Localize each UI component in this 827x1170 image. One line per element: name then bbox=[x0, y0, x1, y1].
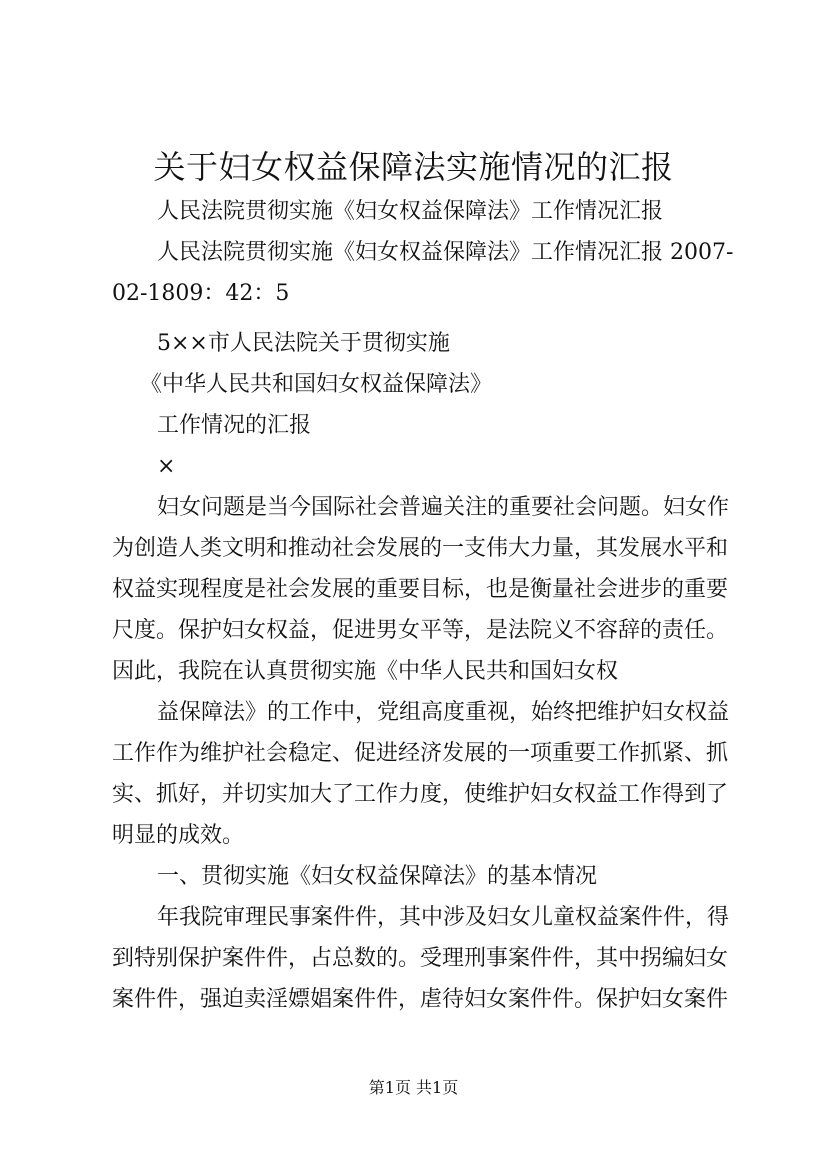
body-line: 明显的成效。 bbox=[112, 823, 245, 848]
document-title: 关于妇女权益保障法实施情况的汇报 bbox=[153, 148, 674, 186]
body-line: 案件件，强迫卖淫嫖娼案件件，虐待妇女案件件。保护妇女案件 bbox=[112, 987, 729, 1012]
body-line: 一、贯彻实施《妇女权益保障法》的基本情况 bbox=[157, 864, 598, 889]
body-line: × bbox=[157, 454, 176, 479]
body-line: 工作作为维护社会稳定、促进经济发展的一项重要工作抓紧、抓 bbox=[112, 741, 729, 766]
body-line: 5××市人民法院关于贯彻实施 bbox=[157, 331, 450, 356]
body-line: 益保障法》的工作中，党组高度重视，始终把维护妇女权益 bbox=[157, 700, 730, 725]
body-line: 人民法院贯彻实施《妇女权益保障法》工作情况汇报 bbox=[157, 199, 664, 224]
body-line: 权益实现程度是社会发展的重要目标，也是衡量社会进步的重要 bbox=[112, 577, 729, 602]
body-line: 因此，我院在认真贯彻实施《中华人民共和国妇女权 bbox=[112, 659, 619, 684]
body-line: 02-1809：42：5 bbox=[112, 281, 290, 306]
body-line: 妇女问题是当今国际社会普遍关注的重要社会问题。妇女作 bbox=[157, 495, 730, 520]
body-line: 实、抓好，并切实加大了工作力度，使维护妇女权益工作得到了 bbox=[112, 782, 729, 807]
body-line: 《中华人民共和国妇女权益保障法》 bbox=[140, 372, 493, 397]
body-line: 为创造人类文明和推动社会发展的一支伟大力量，其发展水平和 bbox=[112, 536, 729, 561]
body-line: 到特别保护案件件，占总数的。受理刑事案件件，其中拐编妇女 bbox=[112, 946, 729, 971]
page-footer: 第1页 共1页 bbox=[368, 1078, 459, 1097]
body-line: 尺度。保护妇女权益，促进男女平等，是法院义不容辞的责任。 bbox=[112, 618, 729, 643]
body-line: 人民法院贯彻实施《妇女权益保障法》工作情况汇报 2007- bbox=[157, 240, 734, 265]
body-line: 年我院审理民事案件件，其中涉及妇女儿童权益案件件，得 bbox=[157, 905, 730, 930]
body-line: 工作情况的汇报 bbox=[157, 413, 312, 438]
